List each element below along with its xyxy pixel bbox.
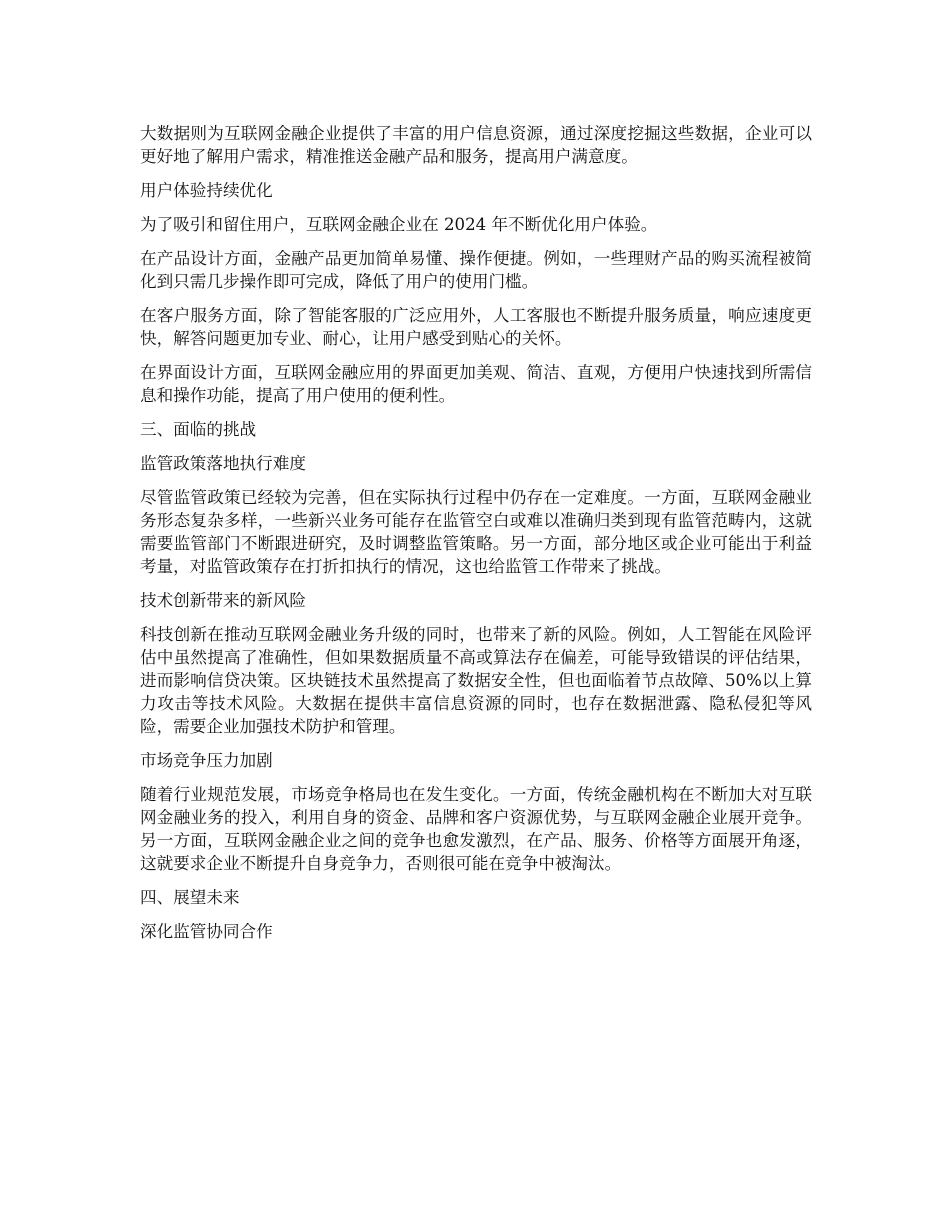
heading-regulatory-cooperation: 深化监管协同合作 — [140, 922, 273, 941]
section-heading-outlook: 四、展望未来 — [140, 888, 240, 907]
document-page — [140, 122, 812, 954]
paragraph-customer-service: 在客户服务方面，除了智能客服的广泛应用外，人工客服也不断提升服务质量，响应速度更快，解答问题更加专业、耐心，让用户感受到贴心的关怀。 — [140, 306, 812, 348]
heading-market-competition: 市场竞争压力加剧 — [140, 751, 273, 770]
paragraph-product-design: 在产品设计方面，金融产品更加简单易懂、操作便捷。例如，一些理财产品的购买流程被简化到只需几步操作即可完成，降低了用户的使用门槛。 — [140, 249, 812, 291]
heading-regulation-execution: 监管政策落地执行难度 — [140, 454, 306, 473]
paragraph-tech-risk: 科技创新在推动互联网金融业务升级的同时，也带来了新的风险。例如，人工智能在风险评估中虽然提高了准确性，但如果数据质量不高或算法存在偏差，可能导致错误的评估结果，进而影响信贷决策。区块链技术虽然提高了数据安全性，但也面临着节点故障、50%以上算力攻击等技术风险。大数据在提供丰富信息资源的同时，也存在数据泄露、隐私侵犯等风险，需要企业加强技术防护和管理。 — [140, 625, 812, 736]
paragraph-interface-design: 在界面设计方面，互联网金融应用的界面更加美观、简洁、直观，方便用户快速找到所需信息和操作功能，提高了用户使用的便利性。 — [140, 363, 812, 405]
heading-tech-risk: 技术创新带来的新风险 — [140, 591, 306, 610]
paragraph-big-data-resources: 大数据则为互联网金融企业提供了丰富的用户信息资源，通过深度挖掘这些数据，企业可以更好地了解用户需求，精准推送金融产品和服务，提高用户满意度。 — [140, 124, 812, 166]
paragraph-market-competition: 随着行业规范发展，市场竞争格局也在发生变化。一方面，传统金融机构在不断加大对互联网金融业务的投入，利用自身的资金、品牌和客户资源优势，与互联网金融企业展开竞争。另一方面，互联网金融企业之间的竞争也愈发激烈，在产品、服务、价格等方面展开角逐，这就要求企业不断提升自身竞争力，否则很可能在竞争中被淘汰。 — [140, 785, 812, 873]
section-heading-challenges: 三、面临的挑战 — [140, 420, 257, 439]
paragraph-user-experience-intro: 为了吸引和留住用户，互联网金融企业在 2024 年不断优化用户体验。 — [140, 215, 658, 234]
heading-user-experience: 用户体验持续优化 — [140, 181, 273, 200]
paragraph-regulation-execution: 尽管监管政策已经较为完善，但在实际执行过程中仍存在一定难度。一方面，互联网金融业务形态复杂多样，一些新兴业务可能存在监管空白或难以准确归类到现有监管范畴内，这就需要监管部门不断跟进研究，及时调整监管策略。另一方面，部分地区或企业可能出于利益考量，对监管政策存在打折扣执行的情况，这也给监管工作带来了挑战。 — [140, 488, 812, 576]
